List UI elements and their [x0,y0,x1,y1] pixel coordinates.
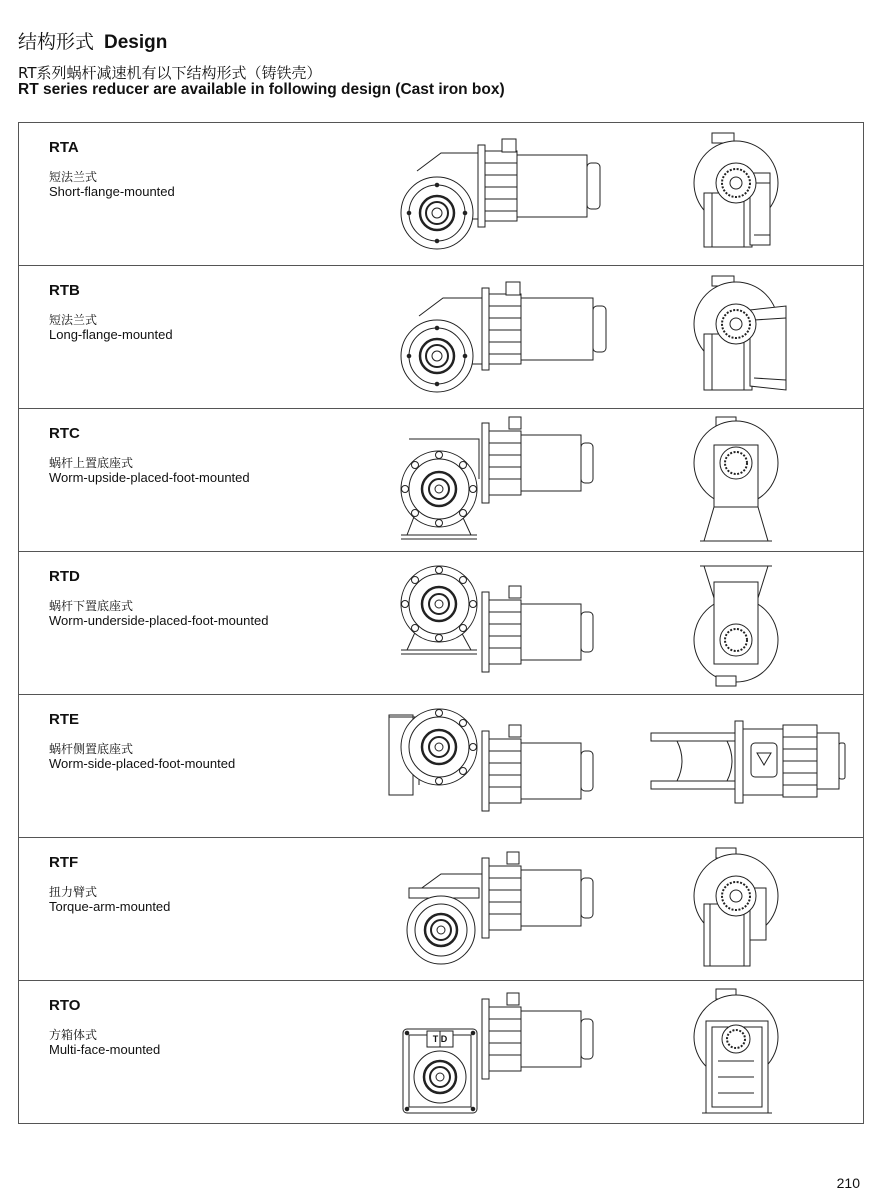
rto-td-mark: T D [432,1034,448,1044]
design-row-rtd [19,552,863,695]
rta-side-view-drawing [674,123,804,263]
design-name-en: Worm-side-placed-foot-mounted [49,756,236,771]
page-number: 210 [836,1175,860,1191]
rtd-side-view-drawing [674,552,804,692]
design-name-cn: 蜗杆侧置底座式 [49,742,134,756]
design-code: RTD [49,568,80,585]
subtitle-en: RT series reducer are available in following design (Cast iron box) [18,81,505,98]
design-name-en: Worm-underside-placed-foot-mounted [49,613,269,628]
design-name-cn: 方箱体式 [49,1028,98,1042]
design-row-rte [19,695,863,838]
rtf-front-view-drawing [379,838,619,978]
design-code: RTE [49,711,79,728]
rtf-side-view-drawing [674,838,804,978]
design-name-en: Worm-upside-placed-foot-mounted [49,470,250,485]
rtb-front-view-drawing [379,266,619,406]
design-name-en: Multi-face-mounted [49,1042,161,1057]
subtitle-cn: RT系列蜗杆减速机有以下结构形式（铸铁壳） [18,64,322,82]
design-name-en: Long-flange-mounted [49,327,173,342]
rto-side-view-drawing [674,981,804,1121]
design-name-en: Short-flange-mounted [49,184,175,199]
design-name-cn: 短法兰式 [49,313,98,327]
rtc-front-view-drawing [379,409,619,549]
design-name-cn: 蜗杆上置底座式 [49,456,134,470]
design-name-cn: 蜗杆下置底座式 [49,599,134,613]
design-row-rtc [19,409,863,552]
design-table [18,122,864,1124]
rte-front-view-drawing [379,695,619,835]
design-code: RTO [49,997,81,1014]
design-code: RTA [49,139,79,156]
rtb-side-view-drawing [674,266,804,406]
design-name-cn: 扭力臂式 [49,885,98,899]
rtd-front-view-drawing [379,552,619,692]
rtc-side-view-drawing [674,409,804,549]
page-title-en: Design [104,32,168,53]
design-name-cn: 短法兰式 [49,170,98,184]
rto-front-view-drawing [379,981,619,1121]
page-title [18,27,167,54]
design-row-rtb [19,266,863,409]
page-title-cn: 结构形式 [18,31,95,53]
design-code: RTC [49,425,80,442]
design-row-rta [19,123,863,266]
design-code: RTB [49,282,80,299]
design-row-rto [19,981,863,1123]
design-code: RTF [49,854,79,871]
design-row-rtf [19,838,863,981]
rta-front-view-drawing [379,123,619,263]
design-name-en: Torque-arm-mounted [49,899,171,914]
rte-top-view-drawing [647,695,847,835]
